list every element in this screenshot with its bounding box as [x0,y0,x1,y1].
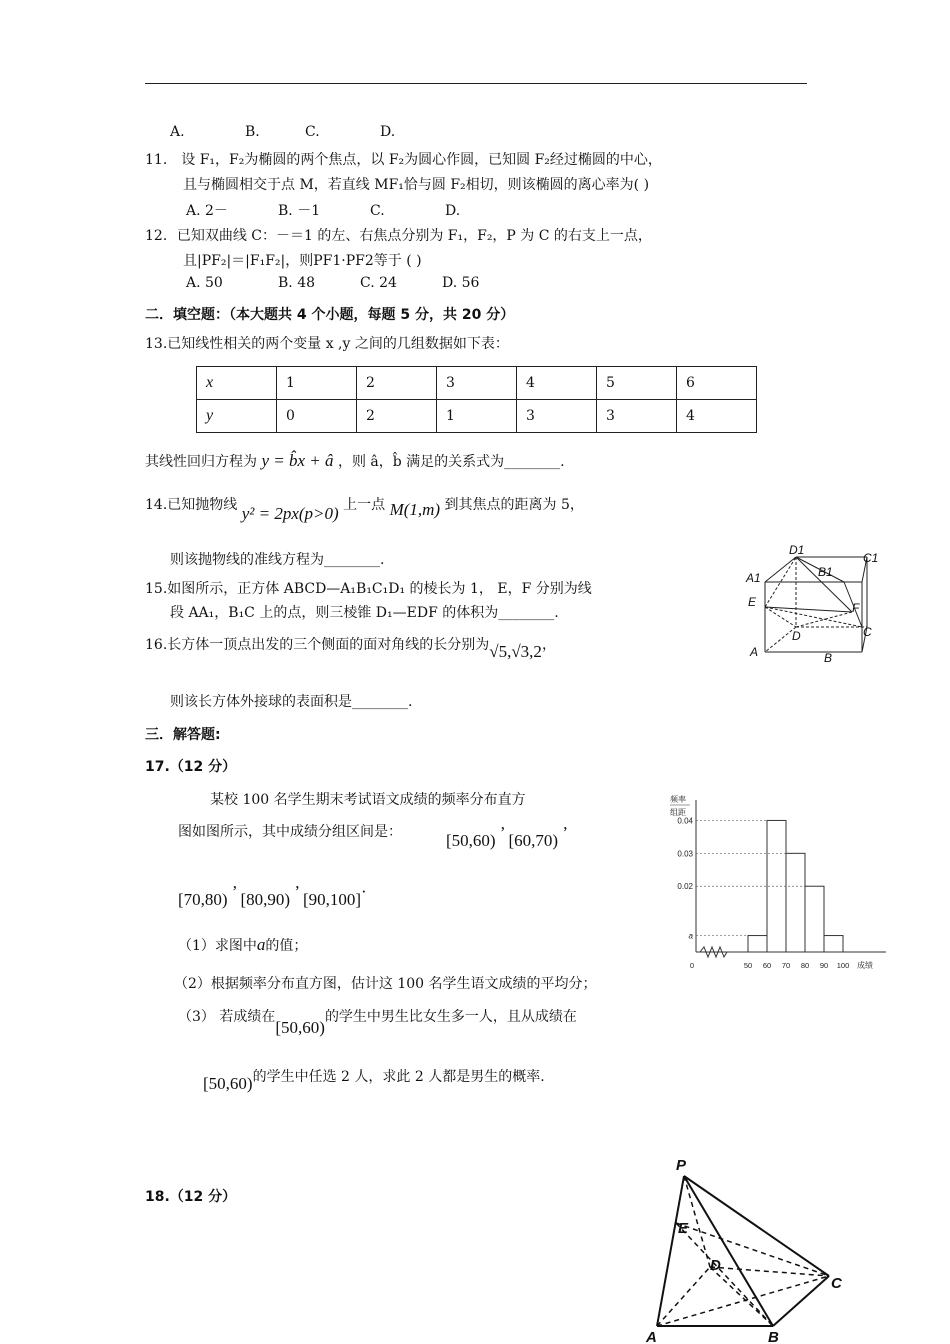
q17-sub1-post: 的值； [265,938,308,954]
pyramid-label: P [676,1157,687,1174]
q11-line1: 11． 设 F₁，F₂为椭圆的两个焦点，以 F₂为圆心作圆，已知圆 F₂经过椭圆的中心， [145,152,662,168]
cube-label: B [824,651,833,665]
table-cell: 0 [277,400,357,433]
x-tick-label: 50 [743,961,753,970]
q10-option-b: B. [245,124,260,140]
q11-line2: 且与椭圆相交于点 M，若直线 MF₁恰与圆 F₂相切，则该椭圆的离心率为( ) [183,177,650,193]
pyramid-label: E [678,1220,689,1237]
cube-label: A [750,645,759,659]
y-tick-label: 0.02 [677,882,693,892]
q17-interval-4: [80,90) [240,890,291,909]
section2-heading: 二．填空题：（本大题共 4 个小题，每题 5 分，共 20 分） [145,307,515,323]
y-tick-label: 0.04 [677,816,693,826]
q17-sub1 [178,935,307,955]
q15-line2: 段 AA₁，B₁C 上的点，则三棱锥 D₁—EDF 的体积为________. [170,605,559,621]
q14-line1 [145,494,584,523]
histogram-bar [748,936,767,952]
q13-equation: y = b̂x + â [261,451,334,470]
q17-intervals-a: [50,60) ’ [60,70) ’ [446,823,568,850]
q13-data-table [196,366,757,433]
pyramid-figure [640,1155,860,1344]
x-tick-label: 70 [781,961,791,970]
histogram-bar [824,936,843,952]
q14-mid: 上一点 [343,497,386,513]
y-axis-label-top: 频率 [670,795,686,804]
table-head-x: x [197,367,277,400]
header-rule [145,83,807,84]
q16-line1 [145,634,556,661]
x-tick-label: 0 [689,961,695,970]
pyramid-label: C [831,1275,842,1292]
q17-line1: 某校 100 名学生期末考试语文成绩的频率分布直方 [210,792,526,808]
table-row [197,400,757,433]
q17-sub1-pre: （1）求图中 [178,938,257,954]
q17-interval-1: [50,60) [446,831,496,850]
q10-option-c: C. [305,124,320,140]
histogram-figure [660,790,895,975]
q11-option-d: D. [445,203,461,219]
x-tick-label: 80 [800,961,810,970]
y-axis-label-bottom: 组距 [670,808,686,817]
q17-interval-3: [70,80) [178,890,228,909]
table-cell: 1 [437,400,517,433]
table-cell: 3 [437,367,517,400]
section3-heading: 三．解答题: [145,727,221,743]
q13-after-pre: 其线性回归方程为 [145,454,257,470]
table-cell: 5 [597,367,677,400]
q13-after-line [145,451,565,471]
cube-label: D [792,629,801,643]
histogram-bar [786,853,805,952]
q11-options [186,200,460,220]
q13-line: 13.已知线性相关的两个变量 x ,y 之间的几组数据如下表： [145,336,509,352]
table-cell: 4 [677,400,757,433]
q15-line1: 15.如图所示，正方体 ABCD—A₁B₁C₁D₁ 的棱长为 1， E，F 分别为线 [145,581,592,597]
q11-option-a: A. 2－ [186,203,228,219]
q10-option-a: A. [170,124,185,140]
q17-interval-5: [90,100] [302,890,362,909]
x-tick-label: 100 [836,961,850,970]
cube-label: C [863,625,872,639]
y-tick-label: 0.03 [677,849,693,859]
table-cell: 4 [517,367,597,400]
q14-pre: 14.已知抛物线 [145,497,238,513]
q12-options [186,275,479,291]
q11-option-c: C. [370,203,385,219]
table-cell: 3 [517,400,597,433]
q17-line2: 图如图所示，其中成绩分组区间是： [178,824,402,840]
q17-sub3 [178,1006,577,1037]
q12-option-c: C. 24 [360,275,397,291]
table-head-y: y [197,400,277,433]
histogram-bar [805,886,824,952]
table-cell: 2 [357,367,437,400]
q16-pre: 16.长方体一顶点出发的三个侧面的面对角线的长分别为 [145,637,490,653]
q17-sub3-pre: （3） 若成绩在 [178,1009,276,1025]
q14-point: M(1,m) [389,500,441,519]
pyramid-label: A [646,1329,657,1344]
q16-line2: 则该长方体外接球的表面积是________. [170,694,413,710]
q11-option-b: B. －1 [278,203,321,219]
q17-sub3b-post: 的学生中任选 2 人，求此 2 人都是男生的概率. [252,1069,545,1085]
cube-label: E [748,595,757,609]
q12-line1: 12．已知双曲线 C：－＝1 的左、右焦点分别为 F₁，F₂，P 为 C 的右支上一点， [145,228,652,244]
table-cell: 1 [277,367,357,400]
q14-equation: y² = 2px(p>0) [241,504,339,523]
cube-label: D1 [789,543,805,557]
cube-figure [740,540,880,670]
q12-option-b: B. 48 [278,275,316,291]
cube-label: B1 [818,565,833,579]
q17-sub3-interval: [50,60) [275,1018,325,1037]
q10-option-d: D. [380,124,396,140]
q14-post: 到其焦点的距离为 5， [444,497,584,513]
cube-label: A1 [746,571,761,585]
q16-post: ， [541,637,556,653]
q12-line2: 且|PF₂|＝|F₁F₂|，则PF1·PF2等于 ( ) [183,253,422,269]
q17-sub3-post: 的学生中男生比女生多一人，且从成绩在 [324,1009,577,1025]
table-row [197,367,757,400]
x-axis-label: 成绩 [857,961,873,970]
table-cell: 6 [677,367,757,400]
table-cell: 2 [357,400,437,433]
cube-label: C1 [863,551,879,565]
q17-sub1-var: a [256,935,266,954]
table-cell: 3 [597,400,677,433]
q10-options [170,124,395,140]
q13-after-post: ，则 â，b̂ 满足的关系式为________. [337,454,565,470]
q17-heading: 17.（12 分） [145,759,237,775]
q17-intervals-b: [70,80) ’ [80,90) ’ [90,100]· [178,882,367,909]
q17-sub3b [203,1066,545,1093]
pyramid-label: D [710,1257,721,1274]
q17-sub2: （2）根据频率分布直方图，估计这 100 名学生语文成绩的平均分； [174,976,597,992]
q12-option-a: A. 50 [186,275,223,291]
q18-heading: 18.（12 分） [145,1189,237,1205]
y-tick-label: a [688,931,693,941]
q17-sub3b-interval: [50,60) [203,1074,253,1093]
q17-interval-2: [60,70) [508,831,559,850]
q14-line2: 则该抛物线的准线方程为________. [170,552,385,568]
cube-label: F [852,601,860,615]
x-tick-label: 60 [762,961,772,970]
q12-option-d: D. 56 [442,275,480,291]
pyramid-label: B [768,1329,779,1344]
q16-values: √5,√3,2 [489,642,542,661]
x-tick-label: 90 [819,961,829,970]
